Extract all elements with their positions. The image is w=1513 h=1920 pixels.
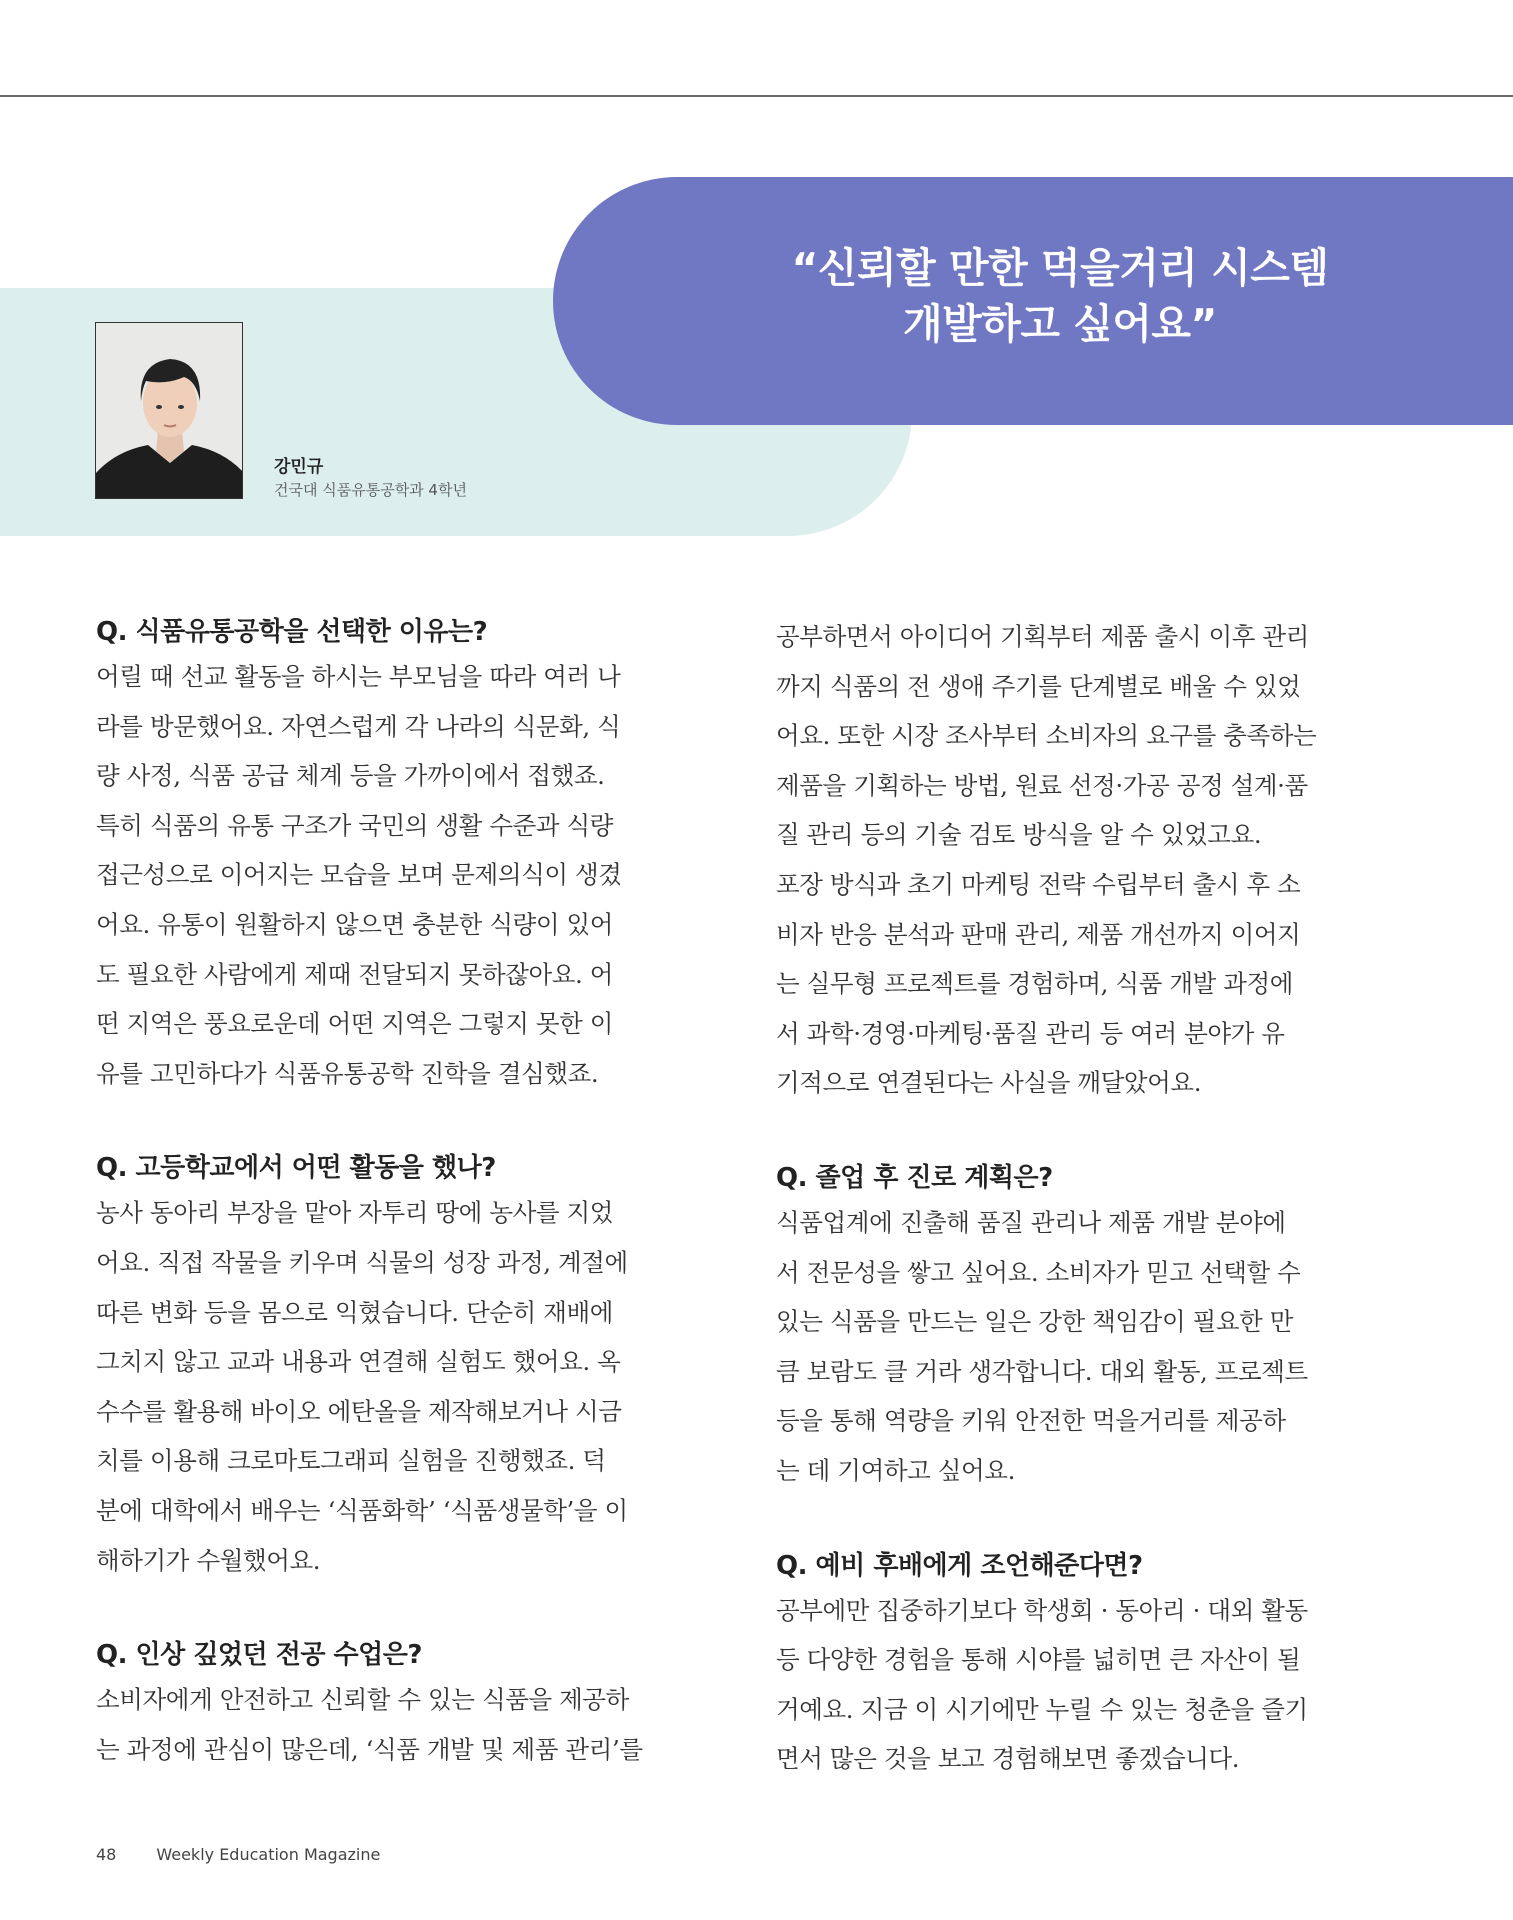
interviewee-name: 강민규 — [274, 457, 324, 477]
answer-text — [96, 1188, 676, 1585]
answer-line: 해하기가 수월했어요. — [96, 1545, 321, 1575]
headline-quote-line-1: “신뢰할 만한 먹을거리 시스템 — [791, 244, 1329, 292]
answer-line: 특히 식품의 유통 구조가 국민의 생활 수준과 식량 — [96, 810, 614, 840]
answer-line: 는 데 기여하고 싶어요. — [776, 1455, 1015, 1485]
answer-line: 접근성으로 이어지는 모습을 보며 문제의식이 생겼 — [96, 860, 622, 890]
headline-quote-line-2: 개발하고 싶어요” — [903, 300, 1217, 348]
question-heading: Q. 고등학교에서 어떤 활동을 했나? — [96, 1153, 496, 1184]
answer-line: 도 필요한 사람에게 제때 전달되지 못하잖아요. 어 — [96, 959, 614, 989]
question-heading: Q. 졸업 후 진로 계획은? — [776, 1162, 1053, 1193]
answer-line: 공부하면서 아이디어 기획부터 제품 출시 이후 관리 — [776, 622, 1309, 651]
answer-line: 어요. 직접 작물을 키우며 식물의 성장 과정, 계절에 — [96, 1247, 628, 1277]
answer-text — [776, 1586, 1356, 1784]
answer-line: 어요. 유통이 원활하지 않으면 충분한 식량이 있어 — [96, 909, 614, 939]
answer-line: 서 전문성을 쌓고 싶어요. 소비자가 믿고 선택할 수 — [776, 1257, 1301, 1287]
question-heading: Q. 인상 깊었던 전공 수업은? — [96, 1640, 422, 1671]
answer-line: 수수를 활용해 바이오 에탄올을 제작해보거나 시금 — [96, 1396, 622, 1426]
answer-line: 분에 대학에서 배우는 ‘식품화학’ ‘식품생물학’을 이 — [96, 1495, 628, 1525]
answer-line: 량 사정, 식품 공급 체계 등을 가까이에서 접했죠. — [96, 761, 605, 791]
answer-text-continued — [776, 612, 1356, 1108]
answer-line: 어요. 또한 시장 조사부터 소비자의 요구를 충족하는 — [776, 721, 1317, 751]
right-column — [776, 612, 1356, 1784]
portrait-photo — [95, 322, 243, 499]
answer-line: 는 실무형 프로젝트를 경험하며, 식품 개발 과정에 — [776, 969, 1294, 999]
interviewee-affiliation: 건국대 식품유통공학과 4학년 — [274, 481, 467, 499]
answer-line: 큼 보람도 클 거라 생각합니다. 대외 활동, 프로젝트 — [776, 1356, 1308, 1386]
magazine-name: Weekly Education Magazine — [156, 1845, 381, 1864]
answer-line: 소비자에게 안전하고 신뢰할 수 있는 식품을 제공하 — [96, 1685, 629, 1715]
answer-line: 있는 식품을 만드는 일은 강한 책임감이 필요한 만 — [776, 1307, 1294, 1337]
answer-line: 비자 반응 분석과 판매 관리, 제품 개선까지 이어지 — [776, 919, 1301, 949]
answer-line: 등을 통해 역량을 키워 안전한 먹을거리를 제공하 — [776, 1406, 1286, 1436]
left-column — [96, 612, 676, 1774]
answer-line: 면서 많은 것을 보고 경험해보면 좋겠습니다. — [776, 1744, 1240, 1774]
top-rule — [0, 95, 1513, 97]
page-number: 48 — [96, 1845, 117, 1864]
question-heading: Q. 예비 후배에게 조언해준다면? — [776, 1550, 1143, 1581]
answer-text — [96, 652, 676, 1098]
headline-quote — [740, 240, 1380, 352]
answer-text — [776, 1198, 1356, 1496]
answer-line: 등 다양한 경험을 통해 시야를 넓히면 큰 자산이 될 — [776, 1645, 1301, 1675]
answer-line: 라를 방문했어요. 자연스럽게 각 나라의 식문화, 식 — [96, 711, 621, 741]
page-footer — [96, 1845, 380, 1864]
answer-line: 제품을 기획하는 방법, 원료 선정·가공 공정 설계·품 — [776, 770, 1308, 800]
answer-line: 포장 방식과 초기 마케팅 전략 수립부터 출시 후 소 — [776, 869, 1301, 899]
answer-line: 농사 동아리 부장을 맡아 자투리 땅에 농사를 지었 — [96, 1198, 614, 1228]
answer-line: 따른 변화 등을 몸으로 익혔습니다. 단순히 재배에 — [96, 1297, 614, 1327]
answer-line: 유를 고민하다가 식품유통공학 진학을 결심했죠. — [96, 1058, 599, 1088]
answer-line: 는 과정에 관심이 많은데, ‘식품 개발 및 제품 관리’를 — [96, 1734, 643, 1764]
answer-line: 거예요. 지금 이 시기에만 누릴 수 있는 청춘을 즐기 — [776, 1694, 1308, 1724]
answer-line: 서 과학·경영·마케팅·품질 관리 등 여러 분야가 유 — [776, 1018, 1285, 1048]
answer-text — [96, 1675, 676, 1774]
answer-line: 치를 이용해 크로마토그래피 실험을 진행했죠. 덕 — [96, 1446, 606, 1476]
question-heading: Q. 식품유통공학을 선택한 이유는? — [96, 617, 488, 647]
answer-line: 공부에만 집중하기보다 학생회 · 동아리 · 대외 활동 — [776, 1595, 1308, 1625]
answer-line: 그치지 않고 교과 내용과 연결해 실험도 했어요. 옥 — [96, 1347, 621, 1377]
answer-line: 어릴 때 선교 활동을 하시는 부모님을 따라 여러 나 — [96, 662, 621, 691]
answer-line: 질 관리 등의 기술 검토 방식을 알 수 있었고요. — [776, 820, 1262, 850]
answer-line: 떤 지역은 풍요로운데 어떤 지역은 그렇지 못한 이 — [96, 1009, 614, 1039]
answer-line: 식품업계에 진출해 품질 관리나 제품 개발 분야에 — [776, 1207, 1286, 1237]
answer-line: 까지 식품의 전 생애 주기를 단계별로 배울 수 있었 — [776, 671, 1301, 701]
answer-line: 기적으로 연결된다는 사실을 깨달았어요. — [776, 1068, 1202, 1098]
